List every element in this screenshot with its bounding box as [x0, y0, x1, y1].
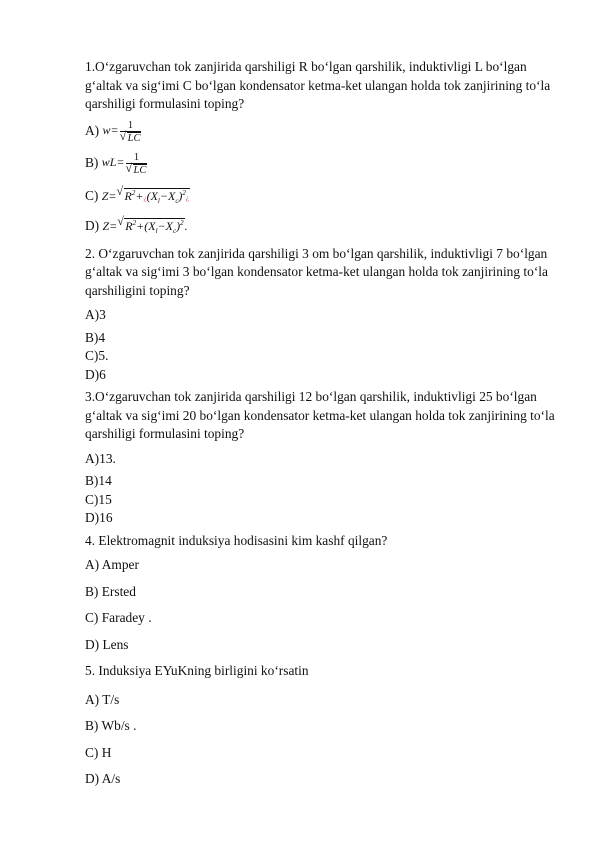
question-2-option-c: C)5. — [85, 348, 109, 363]
formula-c-open: (X — [146, 188, 158, 203]
question-list — [85, 58, 555, 789]
question-5-option-b: B) Wb/s . — [85, 718, 137, 733]
option-d-label: D) — [85, 218, 100, 233]
question-2-option-a: A)3 — [85, 307, 106, 322]
question-3-text: 3.O‘zgaruvchan tok zanjirida qarshiligi 12 bo‘lgan qarshilik, induktivligi 25 bo‘lgan g‘altak va sig‘imi 20 bo‘lgan kondensator ketma-ket ulangan holda tok zanjirining to‘la qarshiligi formulasini toping? — [85, 389, 555, 441]
formula-d-lhs: Z= — [102, 219, 118, 233]
sqrt-icon: √ — [119, 128, 127, 143]
question-5-option-c: C) H — [85, 744, 112, 760]
formula-c-lhs: Z= — [101, 188, 117, 203]
question-3-option-b: B)14 — [85, 473, 112, 488]
formula-d-minus: −X — [157, 219, 173, 233]
formula-a-fraction — [120, 120, 142, 144]
question-1-text: 1.O‘zgaruvchan tok zanjirida qarshiligi R bo‘lgan qarshilik, induktivligi L bo‘lgan g‘altak va sig‘imi C bo‘lgan kondensator ketma-ket ulangan holda tok zanjirining to‘la qarshiligi formulasini toping? — [85, 59, 551, 111]
option-c-label: C) — [85, 187, 99, 203]
formula-c-plus: + — [135, 188, 144, 203]
formula-b-lhs: wL= — [101, 155, 125, 170]
formula-d-plus: +(X — [136, 219, 156, 233]
question-4-option-b: B) Ersted — [85, 583, 136, 599]
sqrt-icon: √ — [117, 214, 124, 228]
formula-d-close: ) — [176, 219, 181, 233]
formula-c-glyph-1: ¿ — [143, 193, 147, 202]
formula-a-denominator: LC — [127, 132, 141, 144]
question-3-option-c: C)15 — [85, 491, 112, 507]
formula-d-r: R — [125, 219, 133, 233]
formula-c: Z= √ $R^2+¿(X_l-X_c)^2¿$ — [101, 183, 190, 205]
question-1-option-d — [85, 214, 555, 241]
formula-b-denominator: LC — [133, 164, 147, 176]
formula-c-r: R — [124, 188, 132, 203]
formula-d-sub-l: l — [155, 227, 158, 235]
question-4-option-d: D) Lens — [85, 636, 129, 652]
formula-b — [101, 151, 148, 176]
question-4-text: 4. Elektromagnit induksiya hodisasini kim kashf qilgan? — [85, 532, 388, 548]
formula-c-minus: −X — [159, 188, 176, 203]
formula-b-fraction — [126, 152, 148, 176]
question-1-option-c — [85, 184, 555, 211]
question-5-text: 5. Induksiya EYuKning birligini ko‘rsatin — [85, 663, 309, 678]
formula-b-numerator: 1 — [133, 151, 140, 163]
question-5-option-d: D) A/s — [85, 771, 121, 786]
option-a-label: A) — [85, 122, 100, 138]
question-2-option-d: D)6 — [85, 366, 106, 382]
question-1-option-a — [85, 120, 555, 144]
question-1-option-b — [85, 152, 555, 176]
formula-a-lhs: w= — [102, 123, 119, 138]
formula-c-glyph-2: ¿ — [185, 193, 190, 202]
sqrt-icon: √ — [125, 160, 133, 175]
question-5-option-a: A) T/s — [85, 691, 120, 707]
formula-c-close: ) — [178, 188, 183, 203]
question-2-option-b: B)4 — [85, 329, 106, 345]
formula-d: Z= √ $R^2+(X_l-X_c)^2$. — [102, 214, 188, 235]
question-4-option-c: C) Faradey . — [85, 610, 152, 625]
option-b-label: B) — [85, 154, 99, 170]
question-3-option-d: D)16 — [85, 510, 113, 525]
formula-d-sub-c: c — [172, 227, 177, 235]
question-2-text: 2. O‘zgaruvchan tok zanjirida qarshiligi 3 om bo‘lgan qarshilik, induktivligi 7 bo‘lgan g‘altak va sig‘imi 3 bo‘lgan kondensator ketma-ket ulangan holda tok zanjirining to‘la qarshiligini toping? — [85, 245, 548, 298]
formula-c-sub-l: l — [157, 196, 160, 205]
formula-d-end: . — [184, 219, 188, 233]
formula-c-exponent: 2 — [182, 188, 186, 197]
sqrt-icon: √ — [116, 183, 124, 198]
formula-a-numerator: 1 — [127, 119, 134, 131]
question-3-option-a: A)13. — [85, 450, 116, 466]
formula-d-exponent: 2 — [180, 219, 184, 227]
formula-c-sub-c: c — [175, 196, 179, 205]
formula-a — [102, 119, 142, 144]
question-4-option-a: A) Amper — [85, 557, 139, 572]
